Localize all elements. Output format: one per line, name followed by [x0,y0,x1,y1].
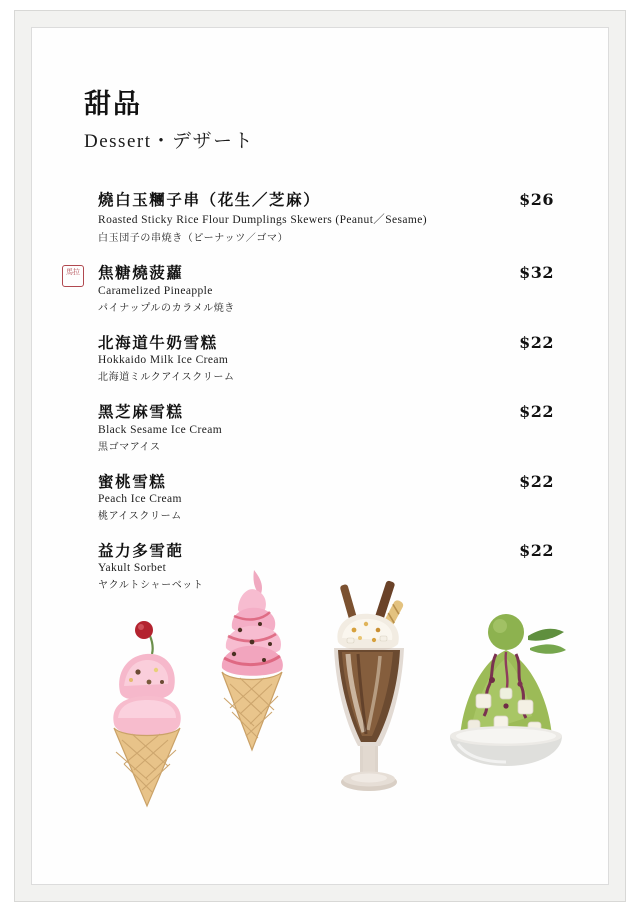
menu-item-name-english: Caramelized Pineapple [98,284,213,297]
menu-item-name-japanese: ヤクルトシャーベット [98,580,204,592]
menu-item-name-chinese: 黑芝麻雪糕 [98,402,184,422]
menu-item [84,333,554,383]
menu-item-name-english: Yakult Sorbet [98,562,167,575]
chocolate-sundae-glass-illustration [314,568,424,828]
menu-item-name-chinese: 蜜桃雪糕 [98,471,167,491]
menu-item-texts [84,402,554,452]
menu-inner-frame [31,27,609,885]
menu-item [66,263,554,314]
signature-stamp-icon: 馬拉 [62,265,84,287]
menu-item-texts [84,333,554,383]
menu-item-name-english: Black Sesame Ice Cream [98,423,223,436]
menu-outer-frame [14,10,626,902]
menu-item-price: $22 [519,332,554,352]
menu-item-name-japanese: 北海道ミルクアイスクリーム [98,372,235,384]
pink-ice-cream-cone-with-cherry-illustration [94,620,204,810]
menu-item-name-japanese: 黒ゴマアイス [98,441,161,453]
menu-item-name-chinese: 益力多雪葩 [98,540,184,560]
menu-item-price: $32 [519,263,554,283]
menu-item-name-chinese: 燒白玉糰子串（花生／芝麻） [98,190,321,209]
menu-item-price: $22 [519,471,554,491]
menu-page [32,28,608,884]
menu-item-name-english: Peach Ice Cream [98,492,182,505]
strawberry-swirl-soft-serve-cone-illustration [204,566,304,756]
menu-item-price: $22 [519,540,554,560]
dessert-illustrations [32,548,608,868]
page-title [84,90,254,153]
menu-item-texts [66,263,554,314]
menu-item-price: $26 [519,190,554,209]
matcha-mochi-dessert-bowl-illustration [432,596,582,776]
menu-item-name-chinese: 焦糖燒菠蘿 [98,263,184,283]
menu-item-name-japanese: パイナップルのカラメル焼き [98,302,235,314]
menu-item [84,402,554,452]
menu-item [84,472,554,522]
menu-item [84,190,554,244]
menu-item-name-english: Roasted Sticky Rice Flour Dumplings Skewers (Peanut／Sesame) [98,214,427,227]
menu-item-name-chinese: 北海道牛奶雪糕 [98,332,218,352]
menu-item-name-japanese: 白玉団子の串焼き（ピーナッツ／ゴマ） [98,233,289,245]
page-title-subtitle: Dessert・デザート [84,130,254,152]
menu-item-texts [84,190,554,244]
menu-item-name-japanese: 桃アイスクリーム [98,510,182,522]
page-title-chinese: 甜品 [84,89,142,120]
menu-item-name-english: Hokkaido Milk Ice Cream [98,354,229,367]
menu-item-texts [84,472,554,522]
menu-item-price: $22 [519,402,554,422]
